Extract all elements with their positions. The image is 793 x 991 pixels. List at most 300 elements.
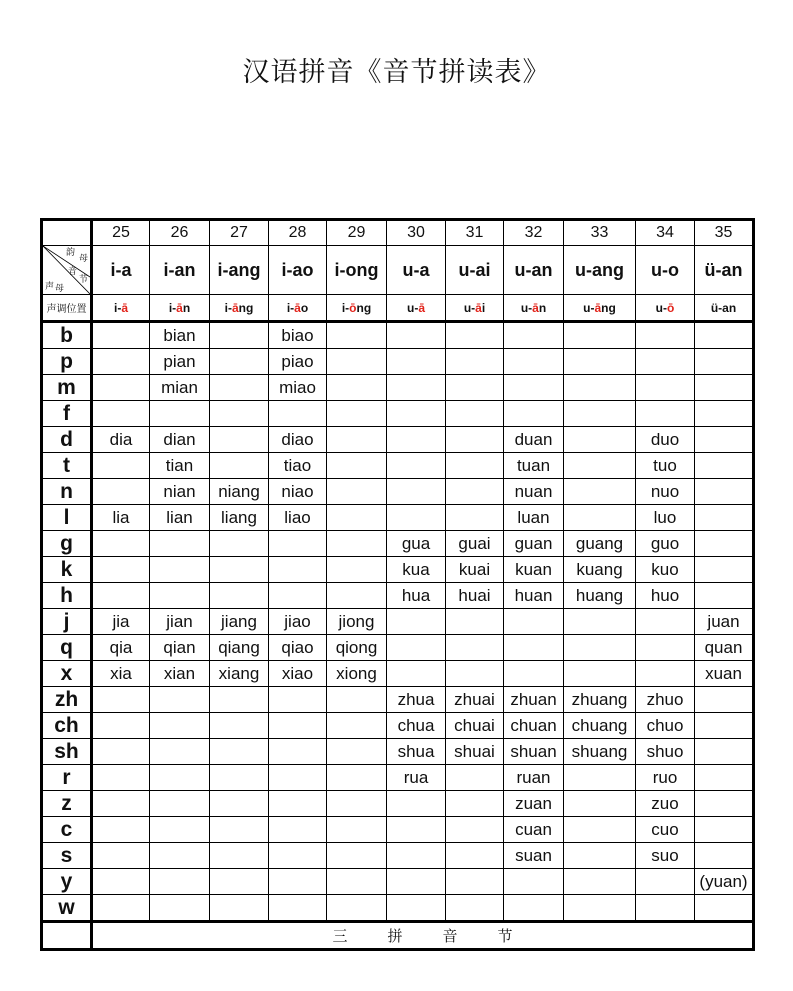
syllable-cell (446, 349, 504, 375)
tone-mark: ā (176, 300, 183, 315)
syllable-cell (636, 895, 695, 922)
syllable-table (40, 218, 755, 951)
syllable-cell (564, 609, 636, 635)
tone-position-row (42, 295, 754, 322)
syllable-cell (150, 843, 210, 869)
syllable-cell (695, 765, 754, 791)
syllable-cell: xiong (327, 661, 387, 687)
tone-suffix: ng (601, 300, 616, 315)
syllable-cell: kuo (636, 557, 695, 583)
syllable-cell: quan (695, 635, 754, 661)
syllable-cell: piao (269, 349, 327, 375)
tone-prefix: u- (463, 300, 476, 315)
tone-suffix: ng (356, 300, 372, 315)
syllable-cell: niao (269, 479, 327, 505)
syllable-cell (210, 687, 269, 713)
table-row (42, 687, 754, 713)
syllable-cell: qiong (327, 635, 387, 661)
syllable-cell (92, 765, 150, 791)
syllable-cell (92, 583, 150, 609)
syllable-cell (695, 349, 754, 375)
syllable-cell (327, 453, 387, 479)
syllable-cell: huan (504, 583, 564, 609)
syllable-cell (695, 531, 754, 557)
syllable-cell (564, 843, 636, 869)
syllable-cell: shuang (564, 739, 636, 765)
tone-suffix: i (481, 300, 486, 315)
syllable-cell (92, 531, 150, 557)
syllable-cell (446, 322, 504, 349)
syllable-cell: kua (387, 557, 446, 583)
syllable-cell (92, 791, 150, 817)
syllable-cell (210, 817, 269, 843)
syllable-cell: cuo (636, 817, 695, 843)
syllable-cell (210, 557, 269, 583)
syllable-cell (636, 661, 695, 687)
syllable-cell (695, 479, 754, 505)
syllable-cell: kuai (446, 557, 504, 583)
syllable-cell (387, 427, 446, 453)
syllable-cell (695, 817, 754, 843)
syllable-cell (150, 531, 210, 557)
initial-cell: sh (42, 739, 92, 765)
syllable-cell: chuo (636, 713, 695, 739)
syllable-cell: gua (387, 531, 446, 557)
syllable-cell (92, 713, 150, 739)
syllable-cell (327, 817, 387, 843)
syllable-cell (695, 791, 754, 817)
syllable-cell (695, 843, 754, 869)
syllable-cell: nuan (504, 479, 564, 505)
syllable-cell (446, 791, 504, 817)
table-row (42, 817, 754, 843)
syllable-cell: lia (92, 505, 150, 531)
syllable-cell (210, 401, 269, 427)
syllable-cell (150, 687, 210, 713)
syllable-cell (92, 869, 150, 895)
syllable-cell (269, 557, 327, 583)
syllable-cell (327, 791, 387, 817)
syllable-cell: jiao (269, 609, 327, 635)
table-row (42, 765, 754, 791)
tone-mark: ā (121, 300, 129, 315)
initial-cell: ch (42, 713, 92, 739)
syllable-cell: zhuan (504, 687, 564, 713)
syllable-cell (387, 349, 446, 375)
table-row (42, 713, 754, 739)
column-number: 31 (446, 220, 504, 246)
syllable-cell (210, 375, 269, 401)
corner-diagonal-cell (42, 246, 92, 295)
syllable-cell (387, 843, 446, 869)
syllable-cell (269, 687, 327, 713)
initial-cell: c (42, 817, 92, 843)
syllable-cell (327, 505, 387, 531)
syllable-cell (210, 843, 269, 869)
syllable-cell: dia (92, 427, 150, 453)
column-number: 32 (504, 220, 564, 246)
syllable-cell (387, 375, 446, 401)
initial-cell: zh (42, 687, 92, 713)
table-row (42, 375, 754, 401)
syllable-cell (269, 791, 327, 817)
column-number: 35 (695, 220, 754, 246)
syllable-cell (636, 322, 695, 349)
syllable-cell: huai (446, 583, 504, 609)
syllable-cell: chuan (504, 713, 564, 739)
tone-mark: ō (349, 300, 357, 315)
initial-cell: w (42, 895, 92, 922)
syllable-cell (504, 375, 564, 401)
syllable-cell: jiong (327, 609, 387, 635)
syllable-cell (327, 557, 387, 583)
syllable-cell (327, 895, 387, 922)
syllable-cell (210, 531, 269, 557)
final-header: i-ao (269, 246, 327, 295)
syllable-cell (504, 609, 564, 635)
syllable-cell (446, 427, 504, 453)
syllable-cell (269, 531, 327, 557)
syllable-cell (92, 739, 150, 765)
tone-prefix: i- (168, 300, 177, 315)
tone-prefix: u- (520, 300, 533, 315)
syllable-cell (387, 895, 446, 922)
initial-cell: k (42, 557, 92, 583)
syllable-cell (564, 427, 636, 453)
corner-label-yun: 韵 (66, 248, 76, 258)
tone-position-cell (636, 295, 695, 322)
syllable-cell (92, 895, 150, 922)
table-row (42, 843, 754, 869)
tone-prefix: ü-a (710, 300, 729, 315)
syllable-cell (695, 401, 754, 427)
tone-mark: ā (475, 300, 482, 315)
syllable-cell (695, 322, 754, 349)
syllable-cell: bian (150, 322, 210, 349)
tone-position-cell (269, 295, 327, 322)
syllable-cell: hua (387, 583, 446, 609)
table-row (42, 505, 754, 531)
syllable-cell: duo (636, 427, 695, 453)
tone-mark: ā (532, 300, 539, 315)
table-row (42, 609, 754, 635)
tone-mark: ā (594, 300, 602, 315)
syllable-cell: huo (636, 583, 695, 609)
syllable-cell (504, 349, 564, 375)
tone-position-cell (150, 295, 210, 322)
syllable-cell (387, 401, 446, 427)
syllable-cell (327, 739, 387, 765)
syllable-cell (327, 322, 387, 349)
syllable-cell: qian (150, 635, 210, 661)
tone-prefix: i- (286, 300, 295, 315)
syllable-cell: zhuang (564, 687, 636, 713)
syllable-cell (695, 427, 754, 453)
syllable-cell (210, 583, 269, 609)
table-row (42, 635, 754, 661)
table-row (42, 869, 754, 895)
syllable-cell (564, 322, 636, 349)
syllable-cell: xian (150, 661, 210, 687)
syllable-cell: rua (387, 765, 446, 791)
initial-cell: l (42, 505, 92, 531)
syllable-cell: mian (150, 375, 210, 401)
syllable-cell: zuo (636, 791, 695, 817)
page-title: 汉语拼音《音节拼读表》 (242, 57, 551, 88)
syllable-cell (150, 869, 210, 895)
syllable-cell: diao (269, 427, 327, 453)
syllable-cell (210, 869, 269, 895)
tone-position-cell (695, 295, 754, 322)
table-row (42, 791, 754, 817)
syllable-cell (564, 635, 636, 661)
initial-cell: q (42, 635, 92, 661)
initial-cell: y (42, 869, 92, 895)
syllable-cell: guo (636, 531, 695, 557)
syllable-cell (387, 791, 446, 817)
tone-suffix: n (728, 300, 737, 315)
syllable-cell: shuo (636, 739, 695, 765)
corner-label-mu2: 母 (55, 284, 65, 294)
initial-cell: j (42, 609, 92, 635)
syllable-cell: suan (504, 843, 564, 869)
syllable-cell (269, 765, 327, 791)
tone-prefix: i- (341, 300, 350, 315)
syllable-cell: jia (92, 609, 150, 635)
syllable-cell (446, 817, 504, 843)
syllable-cell: luan (504, 505, 564, 531)
initial-cell: b (42, 322, 92, 349)
syllable-cell (446, 895, 504, 922)
syllable-cell (150, 401, 210, 427)
syllable-cell (327, 843, 387, 869)
syllable-cell: chuang (564, 713, 636, 739)
syllable-cell: zhuo (636, 687, 695, 713)
syllable-cell (446, 609, 504, 635)
tone-position-cell (210, 295, 269, 322)
table-row (42, 349, 754, 375)
syllable-cell (92, 349, 150, 375)
initial-cell: d (42, 427, 92, 453)
tone-position-cell (92, 295, 150, 322)
syllable-cell: tian (150, 453, 210, 479)
syllable-cell (446, 765, 504, 791)
tone-mark: ā (418, 300, 425, 315)
syllable-cell: suo (636, 843, 695, 869)
syllable-cell (327, 765, 387, 791)
syllable-cell (327, 583, 387, 609)
syllable-cell (564, 505, 636, 531)
corner-label-yin: 音 (68, 267, 78, 277)
syllable-cell (210, 895, 269, 922)
syllable-cell (446, 401, 504, 427)
syllable-cell: zhuai (446, 687, 504, 713)
syllable-cell: qiang (210, 635, 269, 661)
initial-cell: g (42, 531, 92, 557)
syllable-cell: ruo (636, 765, 695, 791)
syllable-cell (636, 375, 695, 401)
syllable-cell (446, 869, 504, 895)
syllable-cell: huang (564, 583, 636, 609)
tone-position-cell (327, 295, 387, 322)
syllable-cell (210, 322, 269, 349)
tone-prefix: u- (655, 300, 667, 315)
syllable-cell (446, 505, 504, 531)
syllable-cell: chuai (446, 713, 504, 739)
syllable-cell: shua (387, 739, 446, 765)
tone-position-cell (446, 295, 504, 322)
footer-blank-cell (42, 922, 92, 950)
syllable-cell: guang (564, 531, 636, 557)
syllable-cell (150, 765, 210, 791)
syllable-cell (504, 895, 564, 922)
syllable-cell (387, 479, 446, 505)
table-row (42, 583, 754, 609)
syllable-cell (387, 661, 446, 687)
syllable-cell: dian (150, 427, 210, 453)
tone-suffix: n (182, 300, 191, 315)
syllable-cell: miao (269, 375, 327, 401)
initial-cell: t (42, 453, 92, 479)
syllable-cell (695, 713, 754, 739)
column-number: 30 (387, 220, 446, 246)
syllable-cell (269, 895, 327, 922)
syllable-cell (564, 765, 636, 791)
table-row (42, 453, 754, 479)
syllable-cell (446, 661, 504, 687)
syllable-cell (92, 843, 150, 869)
syllable-cell (387, 453, 446, 479)
syllable-cell (327, 375, 387, 401)
syllable-cell: nuo (636, 479, 695, 505)
syllable-cell: jian (150, 609, 210, 635)
syllable-cell (387, 817, 446, 843)
column-number: 28 (269, 220, 327, 246)
syllable-cell (150, 557, 210, 583)
syllable-cell (695, 895, 754, 922)
syllable-cell (564, 661, 636, 687)
syllable-cell (695, 557, 754, 583)
corner-label-sheng: 声 (45, 282, 55, 292)
syllable-cell: nian (150, 479, 210, 505)
syllable-cell (636, 869, 695, 895)
final-header: i-an (150, 246, 210, 295)
final-header: u-ai (446, 246, 504, 295)
syllable-cell (695, 453, 754, 479)
syllable-cell: lian (150, 505, 210, 531)
syllable-cell: qia (92, 635, 150, 661)
syllable-cell (92, 375, 150, 401)
initial-cell: p (42, 349, 92, 375)
tone-suffix: o (300, 300, 309, 315)
syllable-cell (327, 401, 387, 427)
footer-label: 三拼音节 (92, 922, 754, 950)
syllable-cell (636, 609, 695, 635)
syllable-cell (210, 739, 269, 765)
syllable-cell (327, 427, 387, 453)
syllable-cell (564, 349, 636, 375)
final-header: u-ang (564, 246, 636, 295)
syllable-cell: luo (636, 505, 695, 531)
syllable-cell: xuan (695, 661, 754, 687)
syllable-cell (446, 843, 504, 869)
syllable-cell (446, 479, 504, 505)
syllable-cell (210, 427, 269, 453)
syllable-cell: ruan (504, 765, 564, 791)
syllable-cell: biao (269, 322, 327, 349)
syllable-cell (92, 557, 150, 583)
tone-position-label: 声调位置 (42, 295, 92, 322)
corner-label-mu: 母 (79, 254, 89, 264)
table-row (42, 401, 754, 427)
tone-mark: ā (294, 300, 301, 315)
syllable-cell (210, 349, 269, 375)
syllable-cell (210, 765, 269, 791)
syllable-cell: liao (269, 505, 327, 531)
syllable-cell (387, 635, 446, 661)
syllable-cell (92, 479, 150, 505)
tone-position-cell (564, 295, 636, 322)
syllable-cell (504, 322, 564, 349)
syllable-cell (269, 583, 327, 609)
final-header: u-a (387, 246, 446, 295)
syllable-cell (269, 739, 327, 765)
syllable-cell (564, 791, 636, 817)
syllable-cell (564, 453, 636, 479)
syllable-cell (564, 869, 636, 895)
syllable-cell (210, 453, 269, 479)
syllable-cell: liang (210, 505, 269, 531)
tone-suffix: n (538, 300, 547, 315)
syllable-cell (446, 635, 504, 661)
syllable-cell: zuan (504, 791, 564, 817)
syllable-cell (387, 322, 446, 349)
syllable-cell (387, 609, 446, 635)
syllable-cell (150, 895, 210, 922)
syllable-cell: xia (92, 661, 150, 687)
syllable-cell (564, 895, 636, 922)
syllable-cell: zhua (387, 687, 446, 713)
table-row (42, 427, 754, 453)
initial-cell: f (42, 401, 92, 427)
final-header-row (42, 246, 754, 295)
syllable-cell (564, 817, 636, 843)
syllable-cell (210, 713, 269, 739)
syllable-cell (92, 687, 150, 713)
syllable-cell (150, 791, 210, 817)
syllable-cell (387, 869, 446, 895)
syllable-cell: cuan (504, 817, 564, 843)
syllable-cell: shuai (446, 739, 504, 765)
syllable-cell (446, 375, 504, 401)
tone-prefix: i- (224, 300, 232, 315)
column-number: 26 (150, 220, 210, 246)
column-number: 34 (636, 220, 695, 246)
syllable-cell: juan (695, 609, 754, 635)
syllable-cell: jiang (210, 609, 269, 635)
syllable-cell (269, 401, 327, 427)
syllable-cell (504, 401, 564, 427)
syllable-cell (327, 687, 387, 713)
table-row (42, 531, 754, 557)
column-number: 25 (92, 220, 150, 246)
tone-prefix: i- (113, 300, 122, 315)
table-row (42, 557, 754, 583)
table-row (42, 895, 754, 922)
syllable-cell: qiao (269, 635, 327, 661)
syllable-cell (504, 661, 564, 687)
final-header: i-ang (210, 246, 269, 295)
